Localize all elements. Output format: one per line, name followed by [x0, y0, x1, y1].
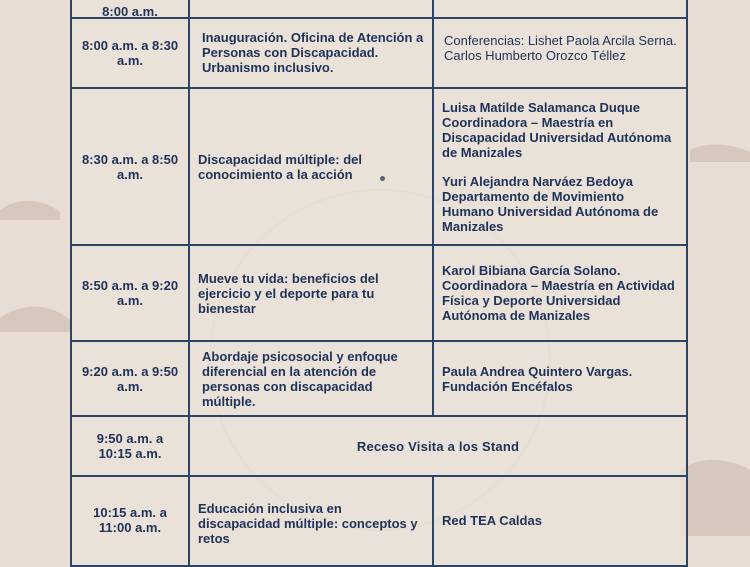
activity-cell: Educación inclusiva en discapacidad múltiple: conceptos y retos [189, 476, 433, 566]
time-cell: 8:00 a.m. a 8:30 a.m. [71, 18, 189, 88]
speaker-text: Paula Andrea Quintero Vargas. Fundación Encéfalos [442, 363, 633, 394]
schedule-table [70, 0, 688, 567]
table-row [71, 476, 687, 566]
speaker-text: Conferencias: Lishet Paola Arcila Serna. Carlos Humberto Orozco Téllez [444, 33, 677, 63]
speaker-text: Red TEA Caldas [442, 513, 542, 528]
time-cell: 9:50 a.m. a 10:15 a.m. [71, 416, 189, 476]
table-row [71, 341, 687, 416]
speaker-cell [433, 18, 687, 88]
table-row [71, 88, 687, 245]
decorative-dot [380, 176, 385, 181]
time-cell: 8:50 a.m. a 9:20 a.m. [71, 245, 189, 341]
activity-cell: Mueve tu vida: beneficios del ejercicio y el deporte para tu bienestar [189, 245, 433, 341]
speaker-cell [433, 0, 687, 18]
speaker-text: Yuri Alejandra Narváez Bedoya Departamento de Movimiento Humano Universidad Autónoma de Manizales [442, 173, 659, 234]
speaker-cell [433, 476, 687, 566]
time-cell: 8:00 a.m. [71, 0, 189, 18]
time-cell: 10:15 a.m. a 11:00 a.m. [71, 476, 189, 566]
speaker-text: Karol Bibiana García Solano. Coordinadora – Maestría en Actividad Física y Deporte Universidad Autónoma de Manizales [442, 263, 675, 323]
time-cell: 8:30 a.m. a 8:50 a.m. [71, 88, 189, 245]
table-row [71, 18, 687, 88]
activity-cell: Inauguración. Oficina de Atención a Personas con Discapacidad. Urbanismo inclusivo. [189, 18, 433, 88]
speaker-text: Luisa Matilde Salamanca Duque Coordinadora – Maestría en Discapacidad Universidad Autónoma de Manizales [442, 99, 672, 160]
activity-cell: Abordaje psicosocial y enfoque diferencial en la atención de personas con discapacidad múltiple. [189, 341, 433, 416]
activity-cell [189, 0, 433, 18]
table-row [71, 416, 687, 476]
table-row [71, 245, 687, 341]
time-cell: 9:20 a.m. a 9:50 a.m. [71, 341, 189, 416]
speaker-cell [433, 341, 687, 416]
speaker-cell [433, 245, 687, 341]
recess-label: Receso Visita a los Stand [189, 416, 687, 476]
speaker-cell [433, 88, 687, 245]
activity-cell: Discapacidad múltiple: del conocimiento a la acción [189, 88, 433, 245]
table-row [71, 0, 687, 18]
